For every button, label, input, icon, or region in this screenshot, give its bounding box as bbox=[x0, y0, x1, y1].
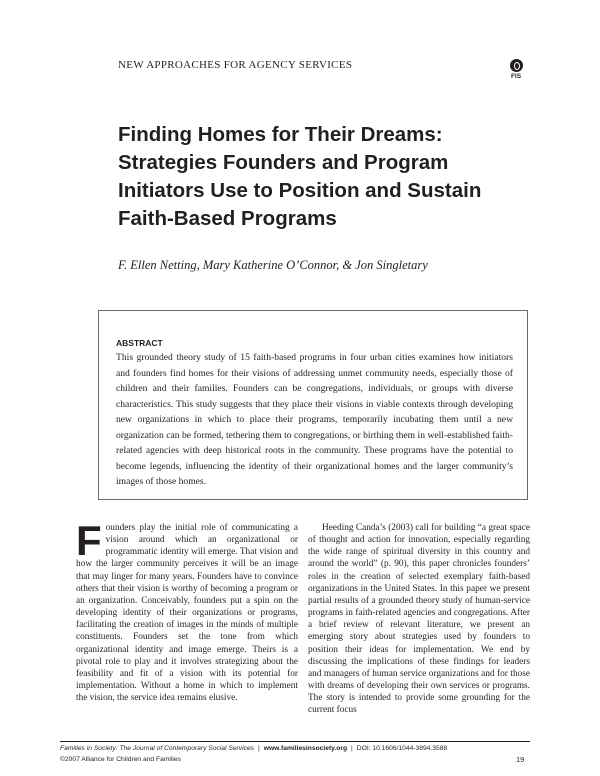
authors: F. Ellen Netting, Mary Katherine O’Connor, & Jon Singletary bbox=[118, 258, 428, 272]
section-label: NEW APPROACHES FOR AGENCY SERVICES bbox=[118, 59, 353, 71]
drop-cap: F bbox=[76, 517, 102, 564]
body-column-left bbox=[76, 517, 298, 704]
article-title bbox=[118, 121, 538, 233]
footer-separator: | bbox=[258, 745, 260, 752]
abstract-heading: ABSTRACT bbox=[116, 338, 163, 348]
footer-journal: Families in Society: The Journal of Contemporary Social Services bbox=[60, 745, 255, 752]
abstract-text: This grounded theory study of 15 faith-based programs in four urban cities examines how initiators and founders find homes for their visions of addressing unmet community needs, especially those of children and their families. Founders can be congregations, individuals, or groups with diverse characteristics. This study suggests that they place their visions in viable contexts through developing new organizations in which to place their programs, temporarily incubating them until a new organization can be formed, tethering them to congregations, or birthing them in well-established faith-related agencies with deep historical roots in the community. These programs have the potential to become legends, influencing the identity of their organizational homes and the larger community’s images of those homes. bbox=[116, 352, 513, 487]
title-line: Finding Homes for Their Dreams: bbox=[118, 123, 443, 146]
body-left-text: ounders play the initial role of communicating a vision around which an organizational or programmatic identity will emerge. That vision and how the larger community perceives it will be an image that may linger for many years. Founders have to convince others that their vision is worthy of becoming a program or an organization. Conceivably, founders put a spin on the developing identity of their organizations or programs, facilitating the creation of images in the minds of multiple constituents. Founders set the tone from which organizational identity and image emerge. Theirs is a pivotal role to play and it involves strategizing about the feasibility and fit of a vision with its potential for implementation. Without a home in which to implement the vision, the service idea remains elusive. bbox=[76, 523, 298, 704]
footer-rule bbox=[60, 741, 530, 742]
body-column-right: Heeding Canda’s (2003) call for building “a great space of thought and action for innovation, especially regarding the wide range of spiritual diversity in this country and around the world” (p. 90), this paper chronicles founders’ roles in the creation of selected exemplary faith-based organizations in the United States. In this paper we present partial results of a grounded theory study of human-service programs in faith-related agencies and congregations. After a brief review of relevant literature, we present an emerging story about strategies used by founders to position their ideas for implementation. We end by discussing the implications of these findings for leaders and managers of human service organizations and for those with dreams of developing their own services or programs. The story is intended to provide some grounding for the current focus bbox=[308, 523, 530, 716]
footer-citation bbox=[60, 745, 530, 752]
journal-logo-icon bbox=[510, 59, 523, 72]
title-line: Initiators Use to Position and Sustain bbox=[118, 179, 482, 202]
journal-logo-text: FIS bbox=[510, 73, 522, 80]
title-line: Strategies Founders and Program bbox=[118, 151, 449, 174]
footer-doi: DOI: 10.1606/1044-3894.3588 bbox=[356, 745, 448, 752]
journal-logo bbox=[505, 59, 527, 80]
title-line: Faith-Based Programs bbox=[118, 207, 337, 230]
footer-separator: | bbox=[351, 745, 353, 752]
page-number: 19 bbox=[516, 755, 525, 764]
footer-website-link[interactable]: www.familiesinsociety.org bbox=[263, 745, 348, 752]
footer-copyright: ©2007 Alliance for Children and Families bbox=[60, 756, 181, 763]
